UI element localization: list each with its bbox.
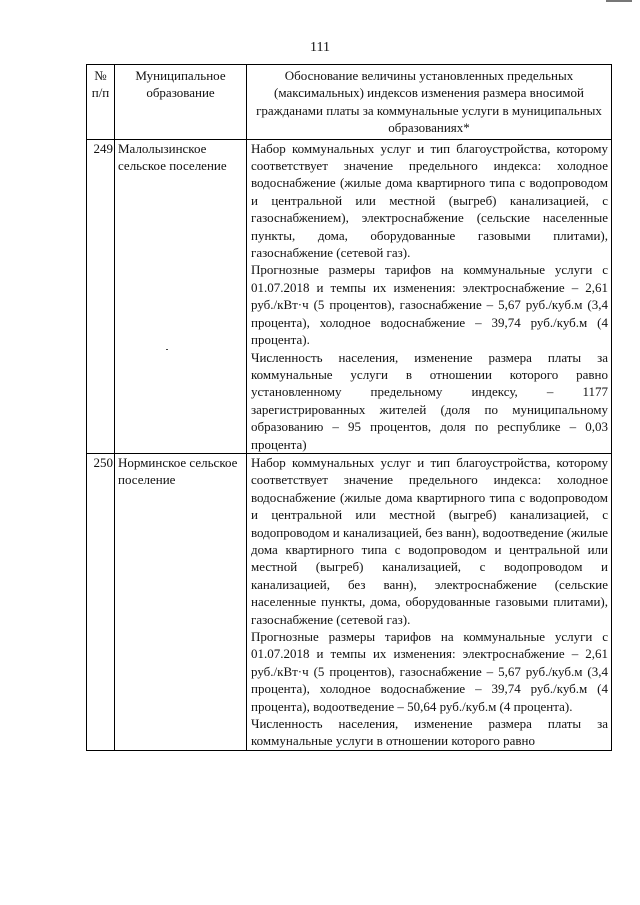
row-justification (247, 139, 612, 453)
services-paragraph: Набор коммунальных услуг и тип благоустройства, которому соответствует значение предельного индекса: холодное водоснабжение (жилые дома квартирного типа с водопроводом и центральной или местной (выгреб) канализацией, с газоснабжением), электроснабжение (сельские населенные пункты, дома, оборудованные газовыми плитами), газоснабжение (сетевой газ). (251, 140, 608, 261)
row-number: 249 (87, 139, 115, 453)
scan-corner-mark (606, 0, 632, 2)
table-row (87, 139, 612, 453)
population-paragraph: Численность населения, изменение размера платы за коммунальные услуги в отношении которого равно (251, 716, 608, 749)
table-row (87, 453, 612, 750)
header-municipality: Муниципальное образование (115, 65, 247, 140)
services-paragraph: Набор коммунальных услуг и тип благоустройства, которому соответствует значение предельного индекса: холодное водоснабжение (жилые дома квартирного типа с водопроводом и центральной или местной (выгреб) канализацией, с водопроводом и канализацией, без ванн), водоотведение (жилые дома квартирного типа с водопроводом и центральной или местной (выгреб) канализацией, с водопроводом и канализацией, без ванн), электроснабжение (сельские населенные пункты, дома, оборудованные газовыми плитами), газоснабжение (сетевой газ). (251, 454, 608, 627)
row-municipality: Малолызинское сельское поселение (115, 139, 247, 453)
page-number: 111 (310, 40, 330, 55)
table-header-row (87, 65, 612, 140)
municipal-index-table (86, 64, 612, 751)
scan-speck (166, 349, 168, 350)
population-paragraph: Численность населения, изменение размера платы за коммунальные услуги в отношении которого равно установленному предельному индексу, – 1177 зарегистрированных жителей (доля по муниципальному образованию – 95 процентов, доля по республике – 0,03 процента) (251, 349, 608, 452)
header-number: № п/п (87, 65, 115, 140)
tariffs-paragraph: Прогнозные размеры тарифов на коммунальные услуги с 01.07.2018 и темпы их изменения: электроснабжение – 2,61 руб./кВт·ч (5 процентов), газоснабжение – 5,67 руб./куб.м (3,4 процента), холодное водоснабжение – 39,74 руб./куб.м (4 процента). (251, 262, 608, 348)
row-justification (247, 453, 612, 750)
row-number: 250 (87, 453, 115, 750)
row-municipality: Норминское сельское поселение (115, 453, 247, 750)
header-justification: Обоснование величины установленных предельных (максимальных) индексов изменения размера вносимой гражданами платы за коммунальные услуги в муниципальных образованиях* (247, 65, 612, 140)
tariffs-paragraph: Прогнозные размеры тарифов на коммунальные услуги с 01.07.2018 и темпы их изменения: электроснабжение – 2,61 руб./кВт·ч (5 процентов), газоснабжение – 5,67 руб./куб.м (3,4 процента), холодное водоснабжение – 39,74 руб./куб.м (4 процента), водоотведение – 50,64 руб./куб.м (4 процента). (251, 629, 608, 714)
